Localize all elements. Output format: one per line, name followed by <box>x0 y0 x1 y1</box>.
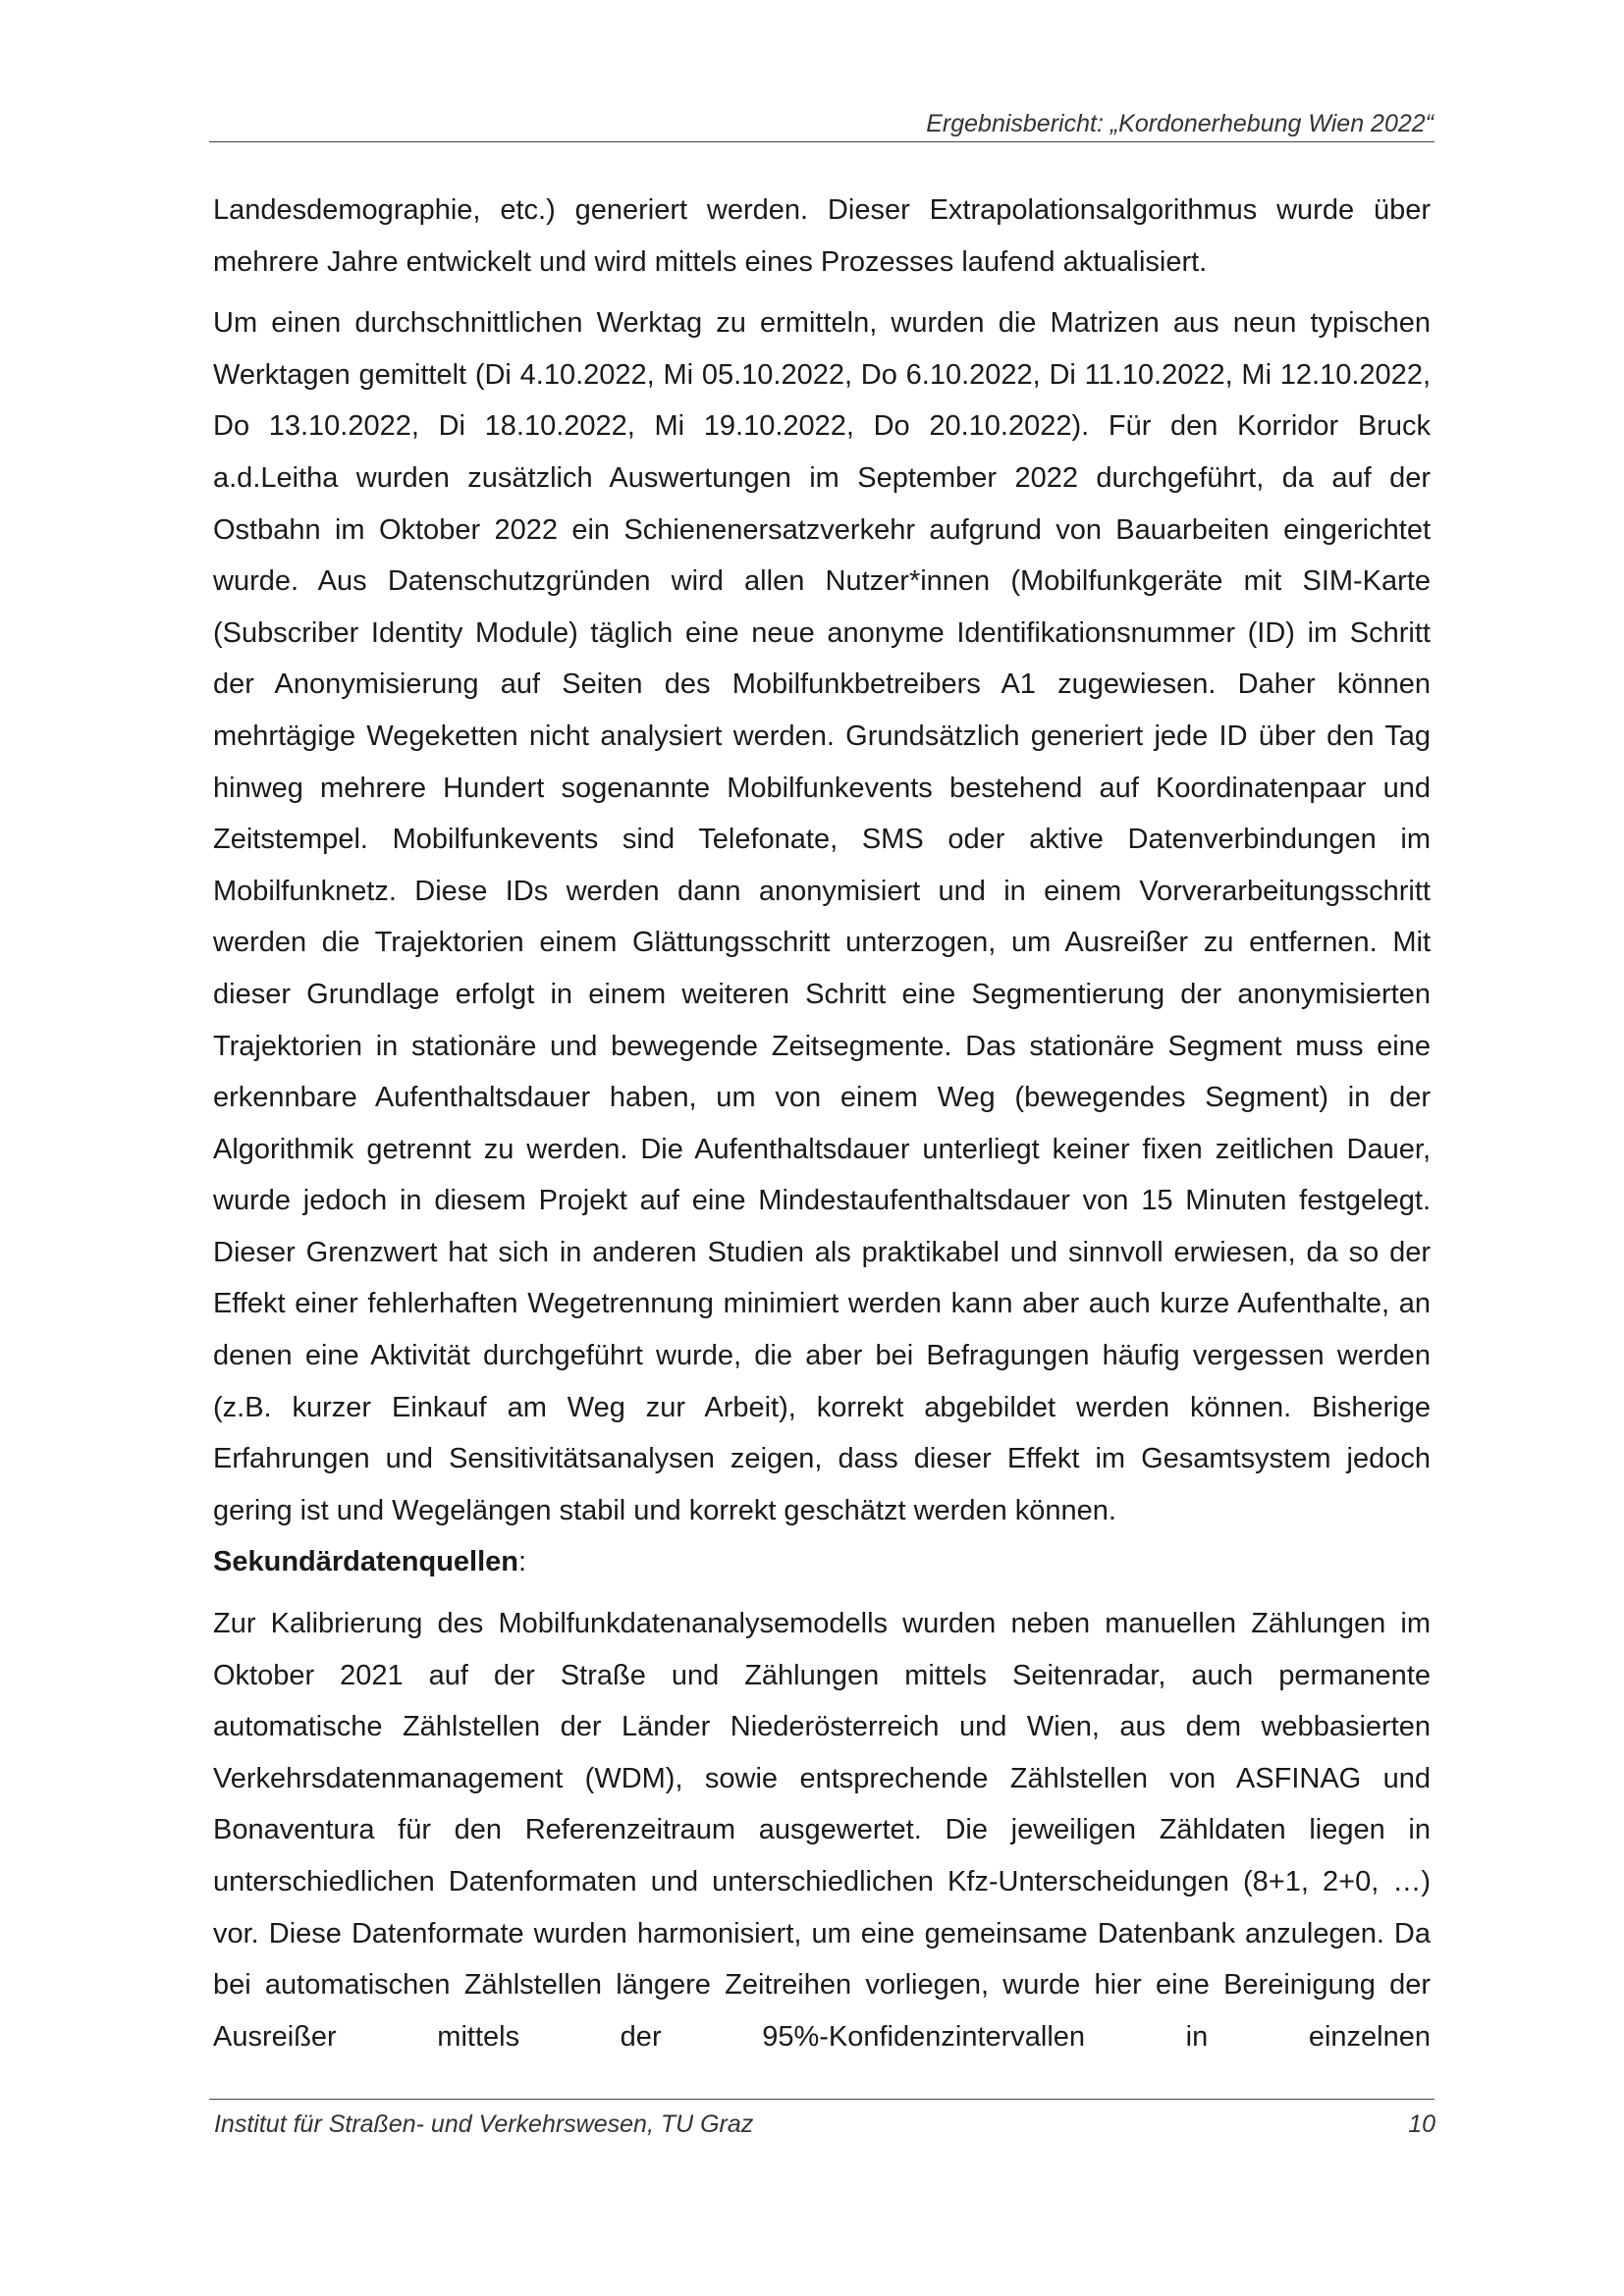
running-header: Ergebnisbericht: „Kordonerhebung Wien 2022“ <box>926 110 1434 137</box>
footer-divider <box>209 2099 1435 2100</box>
paragraph-secondary-data: Zur Kalibrierung des Mobilfunkdatenanalysemodells wurden neben manuellen Zählungen im Oktober 2021 auf der Straße und Zählungen mittels Seitenradar, auch permanente automatische Zählstellen der Länder Niederösterreich und Wien, aus dem webbasierten Verkehrsdatenmanagement (WDM), sowie entsprechende Zählstellen von ASFINAG und Bonaventura für den Referenzeitraum ausgewertet. Die jeweiligen Zähldaten liegen in unterschiedlichen Datenformaten und unterschiedlichen Kfz-Unterscheidungen (8+1, 2+0, …) vor. Diese Datenformate wurden harmonisiert, um eine gemeinsame Datenbank anzulegen. Da bei automatischen Zählstellen längere Zeitreihen vorliegen, wurde hier eine Bereinigung der Ausreißer mittels der 95%-Konfidenzintervallen in einzelnen <box>213 1608 1431 2053</box>
footer-institute: Institut für Straßen- und Verkehrswesen, TU Graz <box>214 2110 754 2138</box>
section-heading <box>213 1536 1431 1588</box>
document-body <box>213 185 1431 2062</box>
paragraph-methodology: Um einen durchschnittlichen Werktag zu ermitteln, wurden die Matrizen aus neun typischen Werktagen gemittelt (Di 4.10.2022, Mi 05.10.2022, Do 6.10.2022, Di 11.10.2022, Mi 12.10.2022, Do 13.10.2022, Di 18.10.2022, Mi 19.10.2022, Do 20.10.2022). Für den Korridor Bruck a.d.Leitha wurden zusätzlich Auswertungen im September 2022 durchgeführt, da auf der Ostbahn im Oktober 2022 ein Schienenersatzverkehr aufgrund von Bauarbeiten eingerichtet wurde. Aus Datenschutzgründen wird allen Nutzer*innen (Mobilfunkgeräte mit SIM-Karte (Subscriber Identity Module) täglich eine neue anonyme Identifikationsnummer (ID) im Schritt der Anonymisierung auf Seiten des Mobilfunkbetreibers A1 zugewiesen. Daher können mehrtägige Wegeketten nicht analysiert werden. Grundsätzlich generiert jede ID über den Tag hinweg mehrere Hundert sogenannte Mobilfunkevents bestehend auf Koordinatenpaar und Zeitstempel. Mobilfunkevents sind Telefonate, SMS oder aktive Datenverbindungen im Mobilfunknetz. Diese IDs werden dann anonymisiert und in einem Vorverarbeitungsschritt werden die Trajektorien einem Glättungsschritt unterzogen, um Ausreißer zu entfernen. Mit dieser Grundlage erfolgt in einem weiteren Schritt eine Segmentierung der anonymisierten Trajektorien in stationäre und bewegende Zeitsegmente. Das stationäre Segment muss eine erkennbare Aufenthaltsdauer haben, um von einem Weg (bewegendes Segment) in der Algorithmik getrennt zu werden. Die Aufenthaltsdauer unterliegt keiner fixen zeitlichen Dauer, wurde jedoch in diesem Projekt auf eine Mindestaufenthaltsdauer von 15 Minuten festgelegt. Dieser Grenzwert hat sich in anderen Studien als praktikabel und sinnvoll erwiesen, da so der Effekt einer fehlerhaften Wegetrennung minimiert werden kann aber auch kurze Aufenthalte, an denen eine Aktivität durchgeführt wurde, die aber bei Befragungen häufig vergessen werden (z.B. kurzer Einkauf am Weg zur Arbeit), korrekt abgebildet werden können. Bisherige Erfahrungen und Sensitivitätsanalysen zeigen, dass dieser Effekt im Gesamtsystem jedoch gering ist und Wegelängen stabil und korrekt geschätzt werden können. <box>213 307 1431 1526</box>
header-divider <box>209 141 1435 142</box>
paragraph-extrapolation: Landesdemographie, etc.) generiert werden. Dieser Extrapolationsalgorithmus wurde über mehrere Jahre entwickelt und wird mittels eines Prozesses laufend aktualisiert. <box>213 194 1431 278</box>
section-heading-text: Sekundärdatenquellen <box>213 1546 519 1578</box>
page-number: 10 <box>1408 2110 1435 2138</box>
section-heading-colon: : <box>518 1546 527 1578</box>
